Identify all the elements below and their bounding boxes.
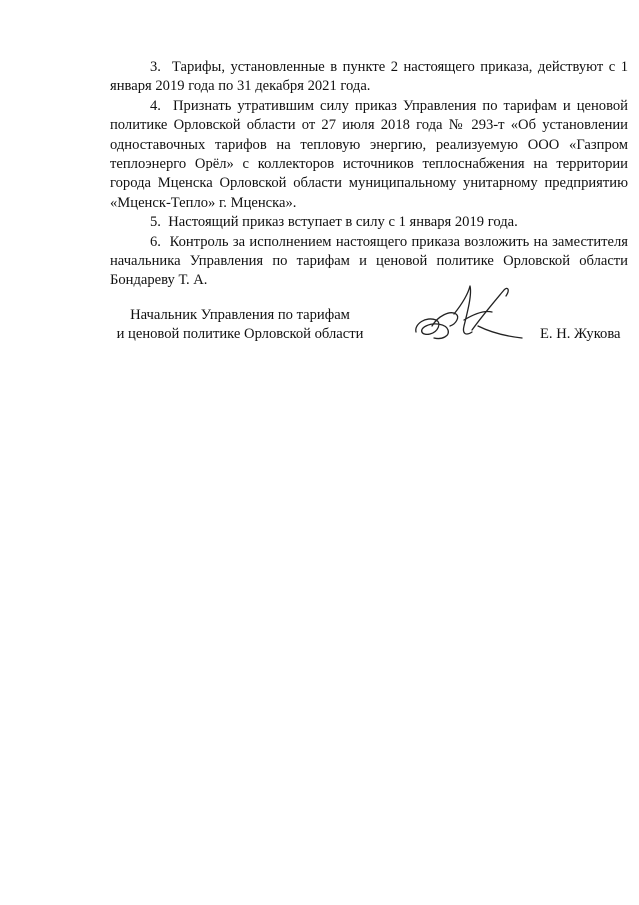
paragraph-4 [110,97,628,213]
paragraph-text: Тарифы, установленные в пункте 2 настоящего приказа, действуют с 1 января 2019 года по 31 декабря 2021 года. [110,59,629,95]
paragraph-text: Признать утратившим силу приказ Управления по тарифам и ценовой политике Орловской области от 27 июля 2018 года № 293-т «Об установлении одноставочных тарифов на тепловую энергию, реализуемую ООО «Газпром теплоэнерго Орёл» с коллекторов источников теплоснабжения на территории города Мценска Орловской области муниципальному унитарному предприятию «Мценск-Тепло» г. Мценска». [110,97,628,211]
paragraph-3 [110,58,628,97]
signature-block [0,306,639,356]
signer-title [110,306,370,345]
signer-title-line-1: Начальник Управления по тарифам [130,307,350,323]
signer-title-line-2: и ценовой политике Орловской области [116,326,364,343]
paragraph-text: Контроль за исполнением настоящего приказа возложить на заместителя начальника Управления по тарифам и ценовой политике Орловской области Бондареву Т. А. [110,233,628,289]
paragraph-number: 4. [150,97,161,114]
paragraph-6 [110,233,628,291]
signer-name: Е. Н. Жукова [540,326,621,342]
handwritten-signature [412,280,530,350]
order-body [110,58,628,291]
paragraph-number: 6. [150,233,161,250]
paragraph-5 [110,213,628,232]
paragraph-number: 3. [150,59,161,75]
paragraph-text: Настоящий приказ вступает в силу с 1 января 2019 года. [168,214,518,231]
paragraph-number: 5. [150,214,161,231]
